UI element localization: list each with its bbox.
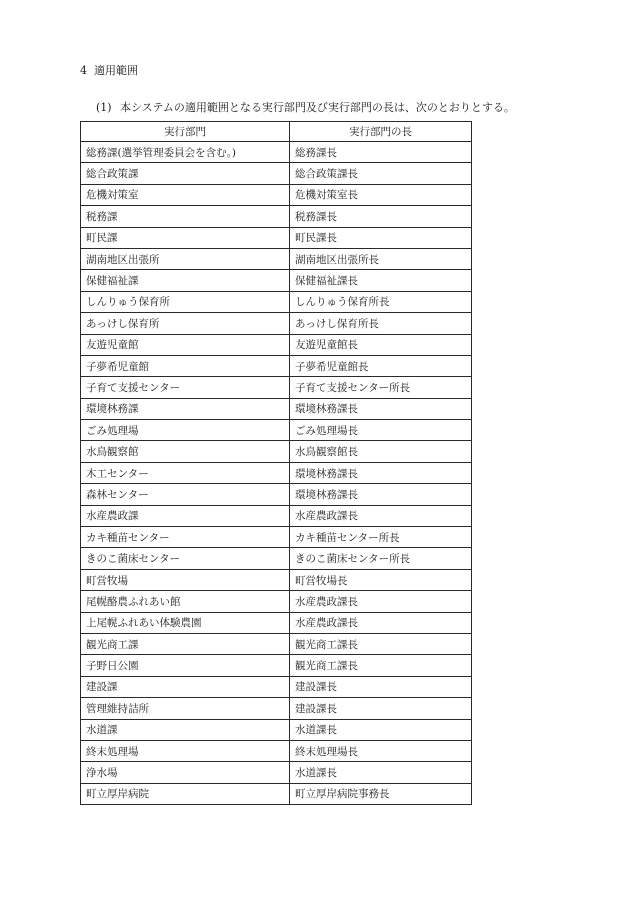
- table-row: [81, 676, 472, 697]
- table-body: [81, 142, 472, 805]
- department-cell: 水産農政課: [81, 505, 290, 526]
- table-row: [81, 441, 472, 462]
- department-head-cell: 町立厚岸病院事務長: [290, 783, 472, 804]
- department-head-cell: 総務課長: [290, 142, 472, 163]
- department-cell: きのこ菌床センター: [81, 548, 290, 569]
- department-head-cell: 水産農政課長: [290, 505, 472, 526]
- department-cell: 環境林務課: [81, 398, 290, 419]
- table-row: [81, 719, 472, 740]
- department-cell: 町民課: [81, 227, 290, 248]
- department-cell: 観光商工課: [81, 633, 290, 654]
- section-title: 適用範囲: [94, 64, 138, 77]
- department-head-cell: 観光商工課長: [290, 633, 472, 654]
- department-cell: ごみ処理場: [81, 420, 290, 441]
- table-row: [81, 377, 472, 398]
- department-cell: 友遊児童館: [81, 334, 290, 355]
- table-row: [81, 698, 472, 719]
- department-cell: 上尾幌ふれあい体験農園: [81, 612, 290, 633]
- table-row: [81, 334, 472, 355]
- table-row: [81, 569, 472, 590]
- department-cell: 水鳥観察館: [81, 441, 290, 462]
- department-head-cell: 観光商工課長: [290, 655, 472, 676]
- intro-text: 本システムの適用範囲となる実行部門及び実行部門の長は、次のとおりとする。: [120, 101, 515, 114]
- department-head-cell: 総合政策課長: [290, 163, 472, 184]
- department-cell: 危機対策室: [81, 184, 290, 205]
- department-head-cell: あっけし保育所長: [290, 313, 472, 334]
- table-row: [81, 398, 472, 419]
- table-row: [81, 762, 472, 783]
- department-cell: 尾幌酪農ふれあい館: [81, 591, 290, 612]
- department-head-cell: 保健福祉課長: [290, 270, 472, 291]
- department-cell: 管理維持詰所: [81, 698, 290, 719]
- department-head-cell: 水道課長: [290, 762, 472, 783]
- department-cell: 税務課: [81, 206, 290, 227]
- department-head-cell: 水産農政課長: [290, 591, 472, 612]
- department-cell: 森林センター: [81, 484, 290, 505]
- department-head-cell: 建設課長: [290, 676, 472, 697]
- table-row: [81, 291, 472, 312]
- table-row: [81, 484, 472, 505]
- table-row: [81, 740, 472, 761]
- department-cell: 子育て支援センター: [81, 377, 290, 398]
- table-row: [81, 462, 472, 483]
- table-row: [81, 227, 472, 248]
- department-head-cell: 危機対策室長: [290, 184, 472, 205]
- department-cell: 木工センター: [81, 462, 290, 483]
- table-row: [81, 270, 472, 291]
- section-heading: [80, 64, 138, 78]
- department-cell: 総務課(選挙管理委員会を含む。): [81, 142, 290, 163]
- department-head-cell: きのこ菌床センター所長: [290, 548, 472, 569]
- department-head-cell: 水産農政課長: [290, 612, 472, 633]
- header-department-head: 実行部門の長: [290, 122, 472, 142]
- department-cell: あっけし保育所: [81, 313, 290, 334]
- table-row: [81, 206, 472, 227]
- department-cell: 水道課: [81, 719, 290, 740]
- department-cell: 子野日公園: [81, 655, 290, 676]
- department-head-cell: 町営牧場長: [290, 569, 472, 590]
- table-row: [81, 184, 472, 205]
- table-row: [81, 142, 472, 163]
- department-head-cell: 子育て支援センター所長: [290, 377, 472, 398]
- department-head-cell: 建設課長: [290, 698, 472, 719]
- table-row: [81, 591, 472, 612]
- intro-paragraph: [96, 101, 515, 115]
- table-row: [81, 527, 472, 548]
- department-head-cell: 子夢希児童館長: [290, 355, 472, 376]
- department-head-cell: カキ種苗センター所長: [290, 527, 472, 548]
- department-cell: 湖南地区出張所: [81, 248, 290, 269]
- table-row: [81, 505, 472, 526]
- table-row: [81, 163, 472, 184]
- section-number: 4: [80, 64, 87, 77]
- department-head-cell: しんりゅう保育所長: [290, 291, 472, 312]
- table-header-row: [81, 122, 472, 142]
- table-row: [81, 548, 472, 569]
- department-cell: 総合政策課: [81, 163, 290, 184]
- intro-number: (1): [96, 101, 112, 114]
- department-head-cell: ごみ処理場長: [290, 420, 472, 441]
- department-cell: 町営牧場: [81, 569, 290, 590]
- department-table: [80, 121, 472, 805]
- table-row: [81, 248, 472, 269]
- table-row: [81, 612, 472, 633]
- department-cell: 町立厚岸病院: [81, 783, 290, 804]
- department-cell: 子夢希児童館: [81, 355, 290, 376]
- table-row: [81, 420, 472, 441]
- department-head-cell: 水鳥観察館長: [290, 441, 472, 462]
- department-head-cell: 友遊児童館長: [290, 334, 472, 355]
- department-head-cell: 環境林務課長: [290, 398, 472, 419]
- department-head-cell: 水道課長: [290, 719, 472, 740]
- department-cell: 終末処理場: [81, 740, 290, 761]
- department-head-cell: 税務課長: [290, 206, 472, 227]
- header-department: 実行部門: [81, 122, 290, 142]
- department-head-cell: 終末処理場長: [290, 740, 472, 761]
- department-cell: 建設課: [81, 676, 290, 697]
- department-cell: しんりゅう保育所: [81, 291, 290, 312]
- department-head-cell: 環境林務課長: [290, 484, 472, 505]
- table-row: [81, 355, 472, 376]
- table-row: [81, 313, 472, 334]
- table-row: [81, 633, 472, 654]
- table-row: [81, 655, 472, 676]
- department-cell: カキ種苗センター: [81, 527, 290, 548]
- department-head-cell: 環境林務課長: [290, 462, 472, 483]
- department-head-cell: 湖南地区出張所長: [290, 248, 472, 269]
- table-row: [81, 783, 472, 804]
- department-cell: 浄水場: [81, 762, 290, 783]
- department-head-cell: 町民課長: [290, 227, 472, 248]
- department-cell: 保健福祉課: [81, 270, 290, 291]
